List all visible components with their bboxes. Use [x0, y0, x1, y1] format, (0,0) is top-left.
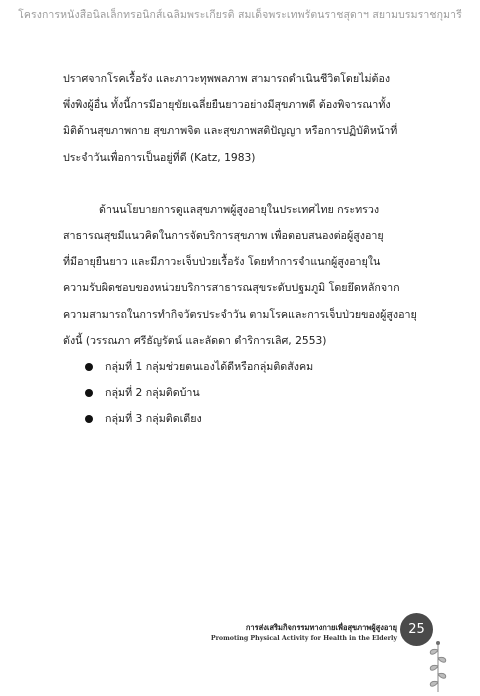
paragraph-2-line-1: ด้านนโยบายการดูแลสุขภาพผู้สูงอายุในประเทศไทย กระทรวง	[99, 202, 380, 216]
paragraph-1-line-4: ประจำวันเพื่อการเป็นอยู่ที่ดี (Katz, 1983)	[63, 150, 256, 164]
list-item	[85, 354, 425, 380]
list-item-text: กลุ่มที่ 1 กลุ่มช่วยตนเองได้ดีหรือกลุ่มติดสังคม	[105, 359, 314, 373]
page-body	[63, 66, 425, 432]
list-item	[85, 380, 425, 406]
paragraph-2-line-5: ความสามารถในการทำกิจวัตรประจำวัน ตามโรคและการเจ็บป่วยของผู้สูงอายุ	[63, 307, 417, 321]
bullet-icon	[85, 415, 93, 423]
list-item-text: กลุ่มที่ 3 กลุ่มติดเตียง	[105, 411, 202, 425]
page-number-badge: 25	[400, 613, 433, 646]
footer-book-title	[211, 622, 397, 644]
paragraph-1-line-1: ปราศจากโรคเรื้อรัง และภาวะทุพพลภาพ สามารถดำเนินชีวิตโดยไม่ต้อง	[63, 72, 391, 85]
footer-title-thai: การส่งเสริมกิจกรรมทางกายเพื่อสุขภาพผู้สูงอายุ	[245, 623, 397, 632]
paragraph-1	[63, 66, 425, 171]
list-item	[85, 406, 425, 432]
paragraph-2-line-3: ที่มีอายุยืนยาว และมีภาวะเจ็บป่วยเรื้อรัง โดยทำการจำแนกผู้สูงอายุใน	[63, 255, 381, 269]
paragraph-2	[63, 197, 425, 354]
paragraph-1-line-2: พึ่งพิงผู้อื่น ทั้งนี้การมีอายุขัยเฉลี่ยยืนยาวอย่างมีสุขภาพดี ต้องพิจารณาทั้ง	[63, 98, 391, 112]
paragraph-1-line-3: มิติด้านสุขภาพกาย สุขภาพจิต และสุขภาพสติปัญญา หรือการปฏิบัติหน้าที่	[63, 124, 398, 138]
elderly-group-list	[63, 354, 425, 432]
footer-title-english: Promoting Physical Activity for Health in the Elderly	[210, 635, 397, 642]
paragraph-spacer	[63, 171, 425, 197]
paragraph-2-line-2: สาธารณสุขมีแนวคิดในการจัดบริการสุขภาพ เพื่อตอบสนองต่อผู้สูงอายุ	[63, 229, 384, 243]
paragraph-2-line-4: ความรับผิดชอบของหน่วยบริการสาธารณสุขระดับปฐมภูมิ โดยยึดหลักจาก	[63, 281, 400, 295]
leaf-sprig-icon	[425, 640, 451, 694]
bullet-icon	[85, 363, 93, 371]
bullet-icon	[85, 389, 93, 397]
running-header: โครงการหนังสือนิลเล็กทรอนิกส์เฉลิมพระเกียรติ สมเด็จพระเทพรัตนราชสุดาฯ สยามบรมราชกุมารี	[18, 9, 462, 21]
list-item-text: กลุ่มที่ 2 กลุ่มติดบ้าน	[105, 385, 200, 399]
paragraph-2-line-6: ดังนี้ (วรรณภา ศรีธัญรัตน์ และลัดดา ดำริการเลิศ, 2553)	[63, 333, 327, 347]
